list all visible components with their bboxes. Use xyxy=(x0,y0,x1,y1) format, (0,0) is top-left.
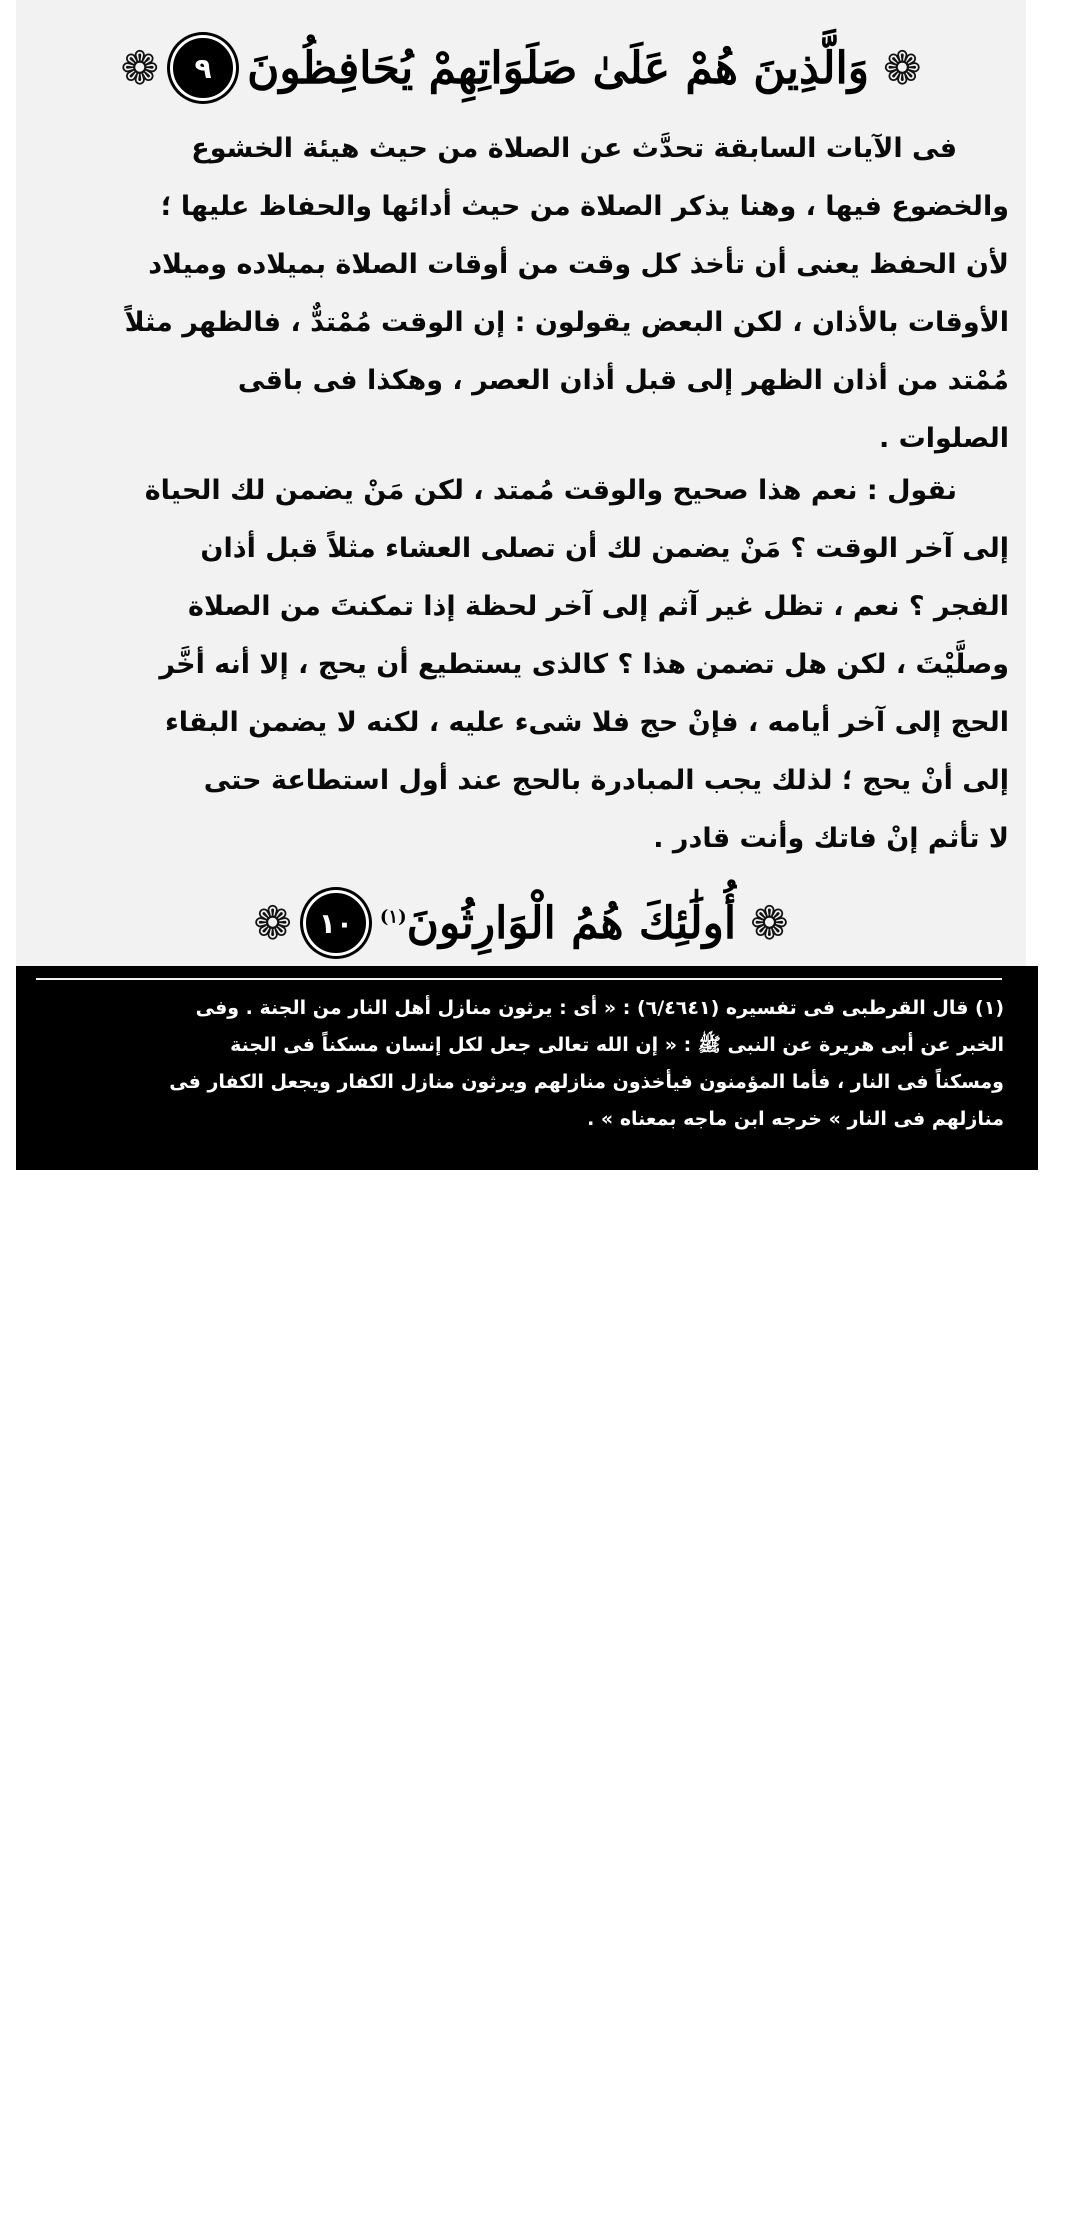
left-ornament-icon: ❁ xyxy=(253,896,292,950)
commentary-paragraph-2 xyxy=(34,462,1009,868)
text-line: الصلوات . xyxy=(879,423,1009,454)
verse-10-words: أُولَٰئِكَ هُمُ الْوَارِثُونَ xyxy=(406,897,737,949)
left-ornament-icon: ❁ xyxy=(120,41,160,95)
text-line: والخضوع فيها ، وهنا يذكر الصلاة من حيث أدائها والحفاظ عليها ؛ xyxy=(160,191,1009,222)
right-ornament-icon: ❁ xyxy=(882,41,922,95)
text-line: نقول : نعم هذا صحيح والوقت مُمتد ، لكن مَنْ يضمن لك الحياة xyxy=(144,475,957,506)
text-line: فى الآيات السابقة تحدَّث عن الصلاة من حيث هيئة الخشوع xyxy=(191,133,957,164)
verse-10-number: ١٠ xyxy=(306,893,366,953)
footnote-line: ومسكناً فى النار ، فأما المؤمنون فيأخذون منازلهم ويرثون منازل الكفار ويجعل الكفار فى xyxy=(169,1071,1004,1093)
footnote-reference[interactable]: (١) xyxy=(379,905,407,927)
verse-10-heading xyxy=(16,880,1026,966)
verse-9-heading xyxy=(16,28,1026,108)
text-line: إلى أنْ يحج ؛ لذلك يجب المبادرة بالحج عند أول استطاعة حتى xyxy=(203,765,1009,796)
footnote-line: منازلهم فى النار » خرجه ابن ماجه بمعناه » . xyxy=(587,1108,1004,1130)
verse-9-text: وَالَّذِينَ هُمْ عَلَىٰ صَلَوَاتِهِمْ يُحَافِظُونَ xyxy=(247,42,869,94)
verse-9-number: ٩ xyxy=(173,38,233,98)
right-ornament-icon: ❁ xyxy=(750,896,789,950)
text-line: لا تأثم إنْ فاتك وأنت قادر . xyxy=(653,823,1009,854)
verse-10-text xyxy=(380,898,736,949)
footnote-line: الخبر عن أبى هريرة عن النبى ﷺ : « إن الله تعالى جعل لكل إنسان مسكناً فى الجنة xyxy=(230,1034,1004,1056)
footnote-block xyxy=(16,966,1038,1170)
text-line: الحج إلى آخر أيامه ، فإنْ حج فلا شىء عليه ، لكنه لا يضمن البقاء xyxy=(164,707,1009,738)
commentary-paragraph-1 xyxy=(34,120,1009,468)
text-line: لأن الحفظ يعنى أن تأخذ كل وقت من أوقات الصلاة بميلاده وميلاد xyxy=(148,249,1009,280)
text-line: مُمْتد من أذان الظهر إلى قبل أذان العصر ، وهكذا فى باقى xyxy=(237,365,1009,396)
footnote-divider xyxy=(36,978,1002,980)
footnote-line: (١) قال القرطبى فى تفسيره (٦/٤٦٤١) : « أى : يرثون منازل أهل النار من الجنة . وفى xyxy=(195,997,1004,1019)
text-line: وصلَّيْتَ ، لكن هل تضمن هذا ؟ كالذى يستطيع أن يحج ، إلا أنه أخَّر xyxy=(159,649,1009,680)
text-line: إلى آخر الوقت ؟ مَنْ يضمن لك أن تصلى العشاء مثلاً قبل أذان xyxy=(200,533,1009,564)
text-line: الأوقات بالأذان ، لكن البعض يقولون : إن الوقت مُمْتدٌّ ، فالظهر مثلاً xyxy=(124,307,1009,338)
footnote-text xyxy=(40,990,1004,1138)
text-line: الفجر ؟ نعم ، تظل غير آثم إلى آخر لحظة إذا تمكنتَ من الصلاة xyxy=(188,591,1009,622)
